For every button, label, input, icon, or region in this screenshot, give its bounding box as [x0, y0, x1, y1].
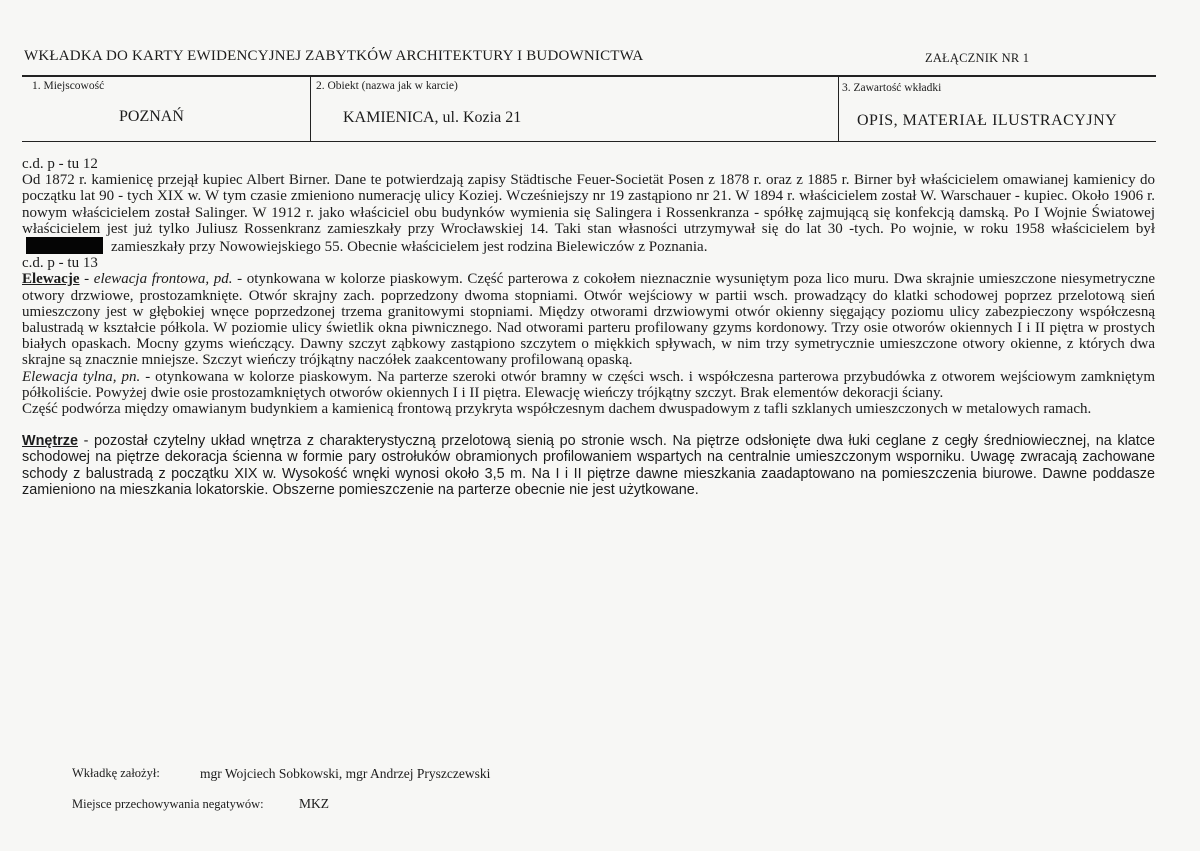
object-label: 2. Obiekt (nazwa jak w karcie)	[316, 80, 458, 92]
front-facade-text: - otynkowana w kolorze piaskowym. Część parterowa z cokołem nieznacznie wysuniętym poza lico muru. Dwa skrajnie umieszczone niesymetryczne otwory drzwiowe, prostozamknięte. Otwór skrajny zach. poprzedzony dwoma stopniami. Otwór wejściowy w partii wsch. prowadzący do klatki schodowej poprzez przelotową sień umieszczony jest w głębokiej wnęce poprzedzonej trzema granitowymi stopniami. Między otworami drzwiowymi otwór okienny sięgający poziomu ulicy zabezpieczony współczesną balustradą w kształcie półkola. W poziomie ulicy świetlik okna piwnicznego. Nad otworami parteru profilowany gzyms kordonowy. Trzy osie otworów okiennych I i II piętra w prostych białych opaskach. Mocny gzyms wieńczący. Dawny szczyt ząbkowy zastąpiono szczytem o miękkich spływach, w nim trzy symetrycznie umieszczone otwory okienne, z których dwa skrajne są znacznie mniejsze. Szczyt wieńczy trójkątny naczółek zaakcentowany profilowaną opaską.	[22, 271, 1156, 369]
interior-heading: Wnętrze	[22, 433, 78, 450]
description-body	[22, 156, 1155, 498]
interior-text: - pozostał czytelny układ wnętrza z charakterystyczną przelotową sienią po stronie wsch. Na piętrze odsłonięte dwa łuki ceglane z cegły średniowiecznej, na klatce schodowej na piętrze dekoracja ścienna w formie pary ostrołuków obramionych profilowaniem wspartych na centralnie umieszczonym wsporniku. Uwagę zwracają zachowane schody z balustradą z początku XIX w. Wysokość wnęki wynosi około 3,5 m. Na I i II piętrze dawne mieszkania zaadaptowano na pomieszczenia biurowe. Dawne poddasze zamieniono na mieszkania lokatorskie. Obszerne pomieszczenie na parterze obecnie nie jest użytkowane.	[22, 433, 1155, 498]
paragraph-gap	[22, 417, 1155, 433]
table-top-rule	[22, 75, 1156, 77]
rear-facade-label: Elewacja tylna, pn.	[22, 368, 141, 385]
continuation-note-13: c.d. p - tu 13	[22, 255, 98, 272]
front-facade-label: elewacja frontowa, pd.	[93, 271, 233, 288]
object-value: KAMIENICA, ul. Kozia 21	[343, 109, 522, 126]
author-value: mgr Wojciech Sobkowski, mgr Andrzej Pryszczewski	[200, 766, 491, 781]
locality-label: 1. Miejscowość	[32, 80, 105, 92]
attachment-number: ZAŁĄCZNIK NR 1	[925, 51, 1030, 65]
storage-value: MKZ	[299, 796, 329, 811]
continuation-note-12: c.d. p - tu 12	[22, 156, 98, 172]
contents-label: 3. Zawartość wkładki	[842, 82, 942, 94]
table-divider-2	[838, 77, 839, 141]
document-title: WKŁADKA DO KARTY EWIDENCYJNEJ ZABYTKÓW ARCHITEKTURY I BUDOWNICTWA	[24, 48, 644, 64]
rear-facade-paragraph	[22, 369, 1155, 401]
interior-paragraph	[22, 433, 1155, 498]
ownership-history-part-1: Od 1872 r. kamienicę przejął kupiec Albert Birner. Dane te potwierdzają zapisy Städtische Feuer-Societät Posen z 1878 r. oraz z 1885 r. Birner był właścicielem omawianej kamienicy do początku lat 90 - tych XIX w. W tym czasie zmieniono numerację ulicy Koziej. Wcześniejszy nr 19 zastąpiono nr 21. W 1894 r. właścicielem został W. Warschauer - kupiec. Około 1906 r. nowym właścicielem został Salinger. W 1912 r. jako właściciel obu budynków wymienia się Salingera i Rossenkranza - spółkę zajmującą się konfekcją damską. Po I Wojnie Światowej właścicielem jest już tylko Juliusz Rossenkranz zamieszkały przy Wrocławskiej 14. Taki stan własności utrzymywał się do lat 30 -tych. Po wojnie, w roku 1958 właścicielem był	[22, 172, 1155, 237]
author-label: Wkładkę założył:	[72, 766, 160, 780]
redacted-name	[26, 237, 103, 254]
courtyard-paragraph: Część podwórza między omawianym budynkiem a kamienicą frontową przykryta współczesnym dachem dwuspadowym z tafli szklanych umieszczonych w metalowych ramach.	[22, 401, 1092, 418]
dash-separator: -	[79, 271, 94, 288]
contents-value: OPIS, MATERIAŁ ILUSTRACYJNY	[857, 112, 1118, 129]
storage-label: Miejsce przechowywania negatywów:	[72, 797, 264, 811]
ownership-history-part-2: zamieszkały przy Nowowiejskiego 55. Obecnie właścicielem jest rodzina Bielewiczów z Poznania.	[111, 239, 708, 256]
locality-value: POZNAŃ	[119, 108, 184, 125]
table-bottom-rule	[22, 141, 1156, 142]
table-divider-1	[310, 77, 311, 141]
ownership-history	[22, 172, 1155, 255]
front-facade-paragraph	[22, 271, 1155, 368]
facades-heading: Elewacje	[22, 271, 80, 288]
rear-facade-text: - otynkowana w kolorze piaskowym. Na parterze szeroki otwór bramny w części wsch. i współczesna parterowa przybudówka z otworem wejściowym zamkniętym półkoliście. Powyżej dwie osie prostozamkniętych otworów okiennych I i II piętra. Elewację wieńczy trójkątny szczyt. Brak elementów dekoracji ściany.	[22, 368, 1156, 401]
